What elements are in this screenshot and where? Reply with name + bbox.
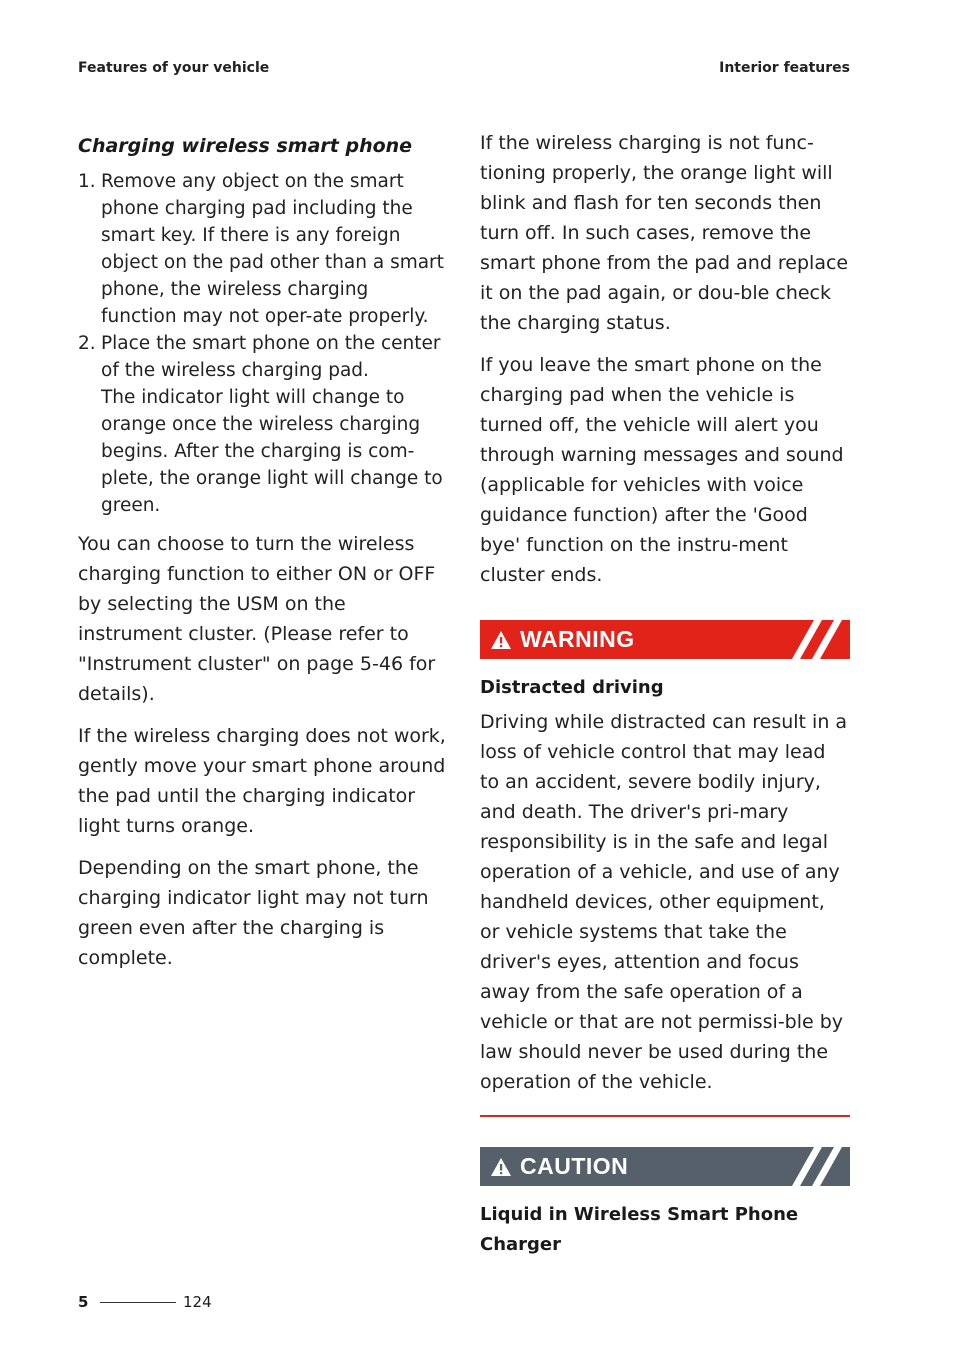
step-text: Remove any object on the smart phone charging pad including the smart key. If there is any foreign object on the pad other than a smart phone, the wireless charging function may not oper-ate properly.	[101, 171, 444, 327]
caution-triangle-icon	[490, 1157, 512, 1177]
caution-banner	[480, 1147, 850, 1186]
warning-triangle-icon	[490, 630, 512, 650]
caution-label: CAUTION	[520, 1153, 629, 1179]
paragraph-malfunction: If the wireless charging is not func-tioning properly, the orange light will blink and flash for ten seconds then turn off. In such cases, remove the smart phone from the pad and replace it on the pad again, or dou-ble check the charging status.	[480, 132, 849, 334]
paragraph-alert: If you leave the smart phone on the charging pad when the vehicle is turned off, the vehicle will alert you through warning messages and sound (applicable for vehicles with voice guidance function) after the 'Good bye' function on the instru-ment cluster ends.	[480, 354, 844, 586]
warning-end-rule	[480, 1115, 850, 1117]
banner-slash-decoration	[792, 1147, 846, 1186]
step-2	[78, 330, 448, 519]
caution-heading: Liquid in Wireless Smart Phone Charger	[480, 1204, 799, 1255]
banner-slash-decoration	[792, 620, 846, 659]
footer-page-number: 124	[183, 1293, 212, 1311]
running-header-topic: Interior features	[719, 60, 850, 76]
warning-label: WARNING	[520, 626, 635, 652]
right-column	[480, 128, 850, 1264]
warning-heading: Distracted driving	[480, 677, 664, 698]
step-text: Place the smart phone on the center of the wireless charging pad.	[101, 333, 441, 381]
step-number: 2.	[78, 333, 96, 354]
step-note: The indicator light will change to orange once the wireless charging begins. After the charging is com-plete, the orange light will change to green.	[101, 387, 443, 516]
left-column	[78, 128, 448, 985]
warning-text: Driving while distracted can result in a loss of vehicle control that may lead to an accident, severe bodily injury, and death. The driver's pri-mary responsibility is in the safe and legal operation of a vehicle, and use of any handheld devices, other equipment, or vehicle systems that take the driver's eyes, attention and focus away from the safe operation of a vehicle or that are not permissi-ble by law should never be used during the operation of the vehicle.	[480, 711, 848, 1093]
charging-steps	[78, 168, 448, 519]
section-title: Charging wireless smart phone	[78, 135, 413, 157]
running-header-section: Features of your vehicle	[78, 60, 270, 76]
paragraph-reposition: If the wireless charging does not work, gently move your smart phone around the pad until the charging indicator light turns orange.	[78, 725, 446, 837]
paragraph-usm: You can choose to turn the wireless charging function to either ON or OFF by selecting the USM on the instrument cluster. (Please refer to "Instrument cluster" on page 5-46 for details).	[78, 533, 436, 705]
footer-divider	[100, 1302, 176, 1303]
step-number: 1.	[78, 171, 96, 192]
footer-chapter-number: 5	[78, 1293, 89, 1311]
step-1	[78, 168, 448, 330]
paragraph-indicator: Depending on the smart phone, the charging indicator light may not turn green even after the charging is complete.	[78, 857, 429, 969]
warning-banner	[480, 620, 850, 659]
